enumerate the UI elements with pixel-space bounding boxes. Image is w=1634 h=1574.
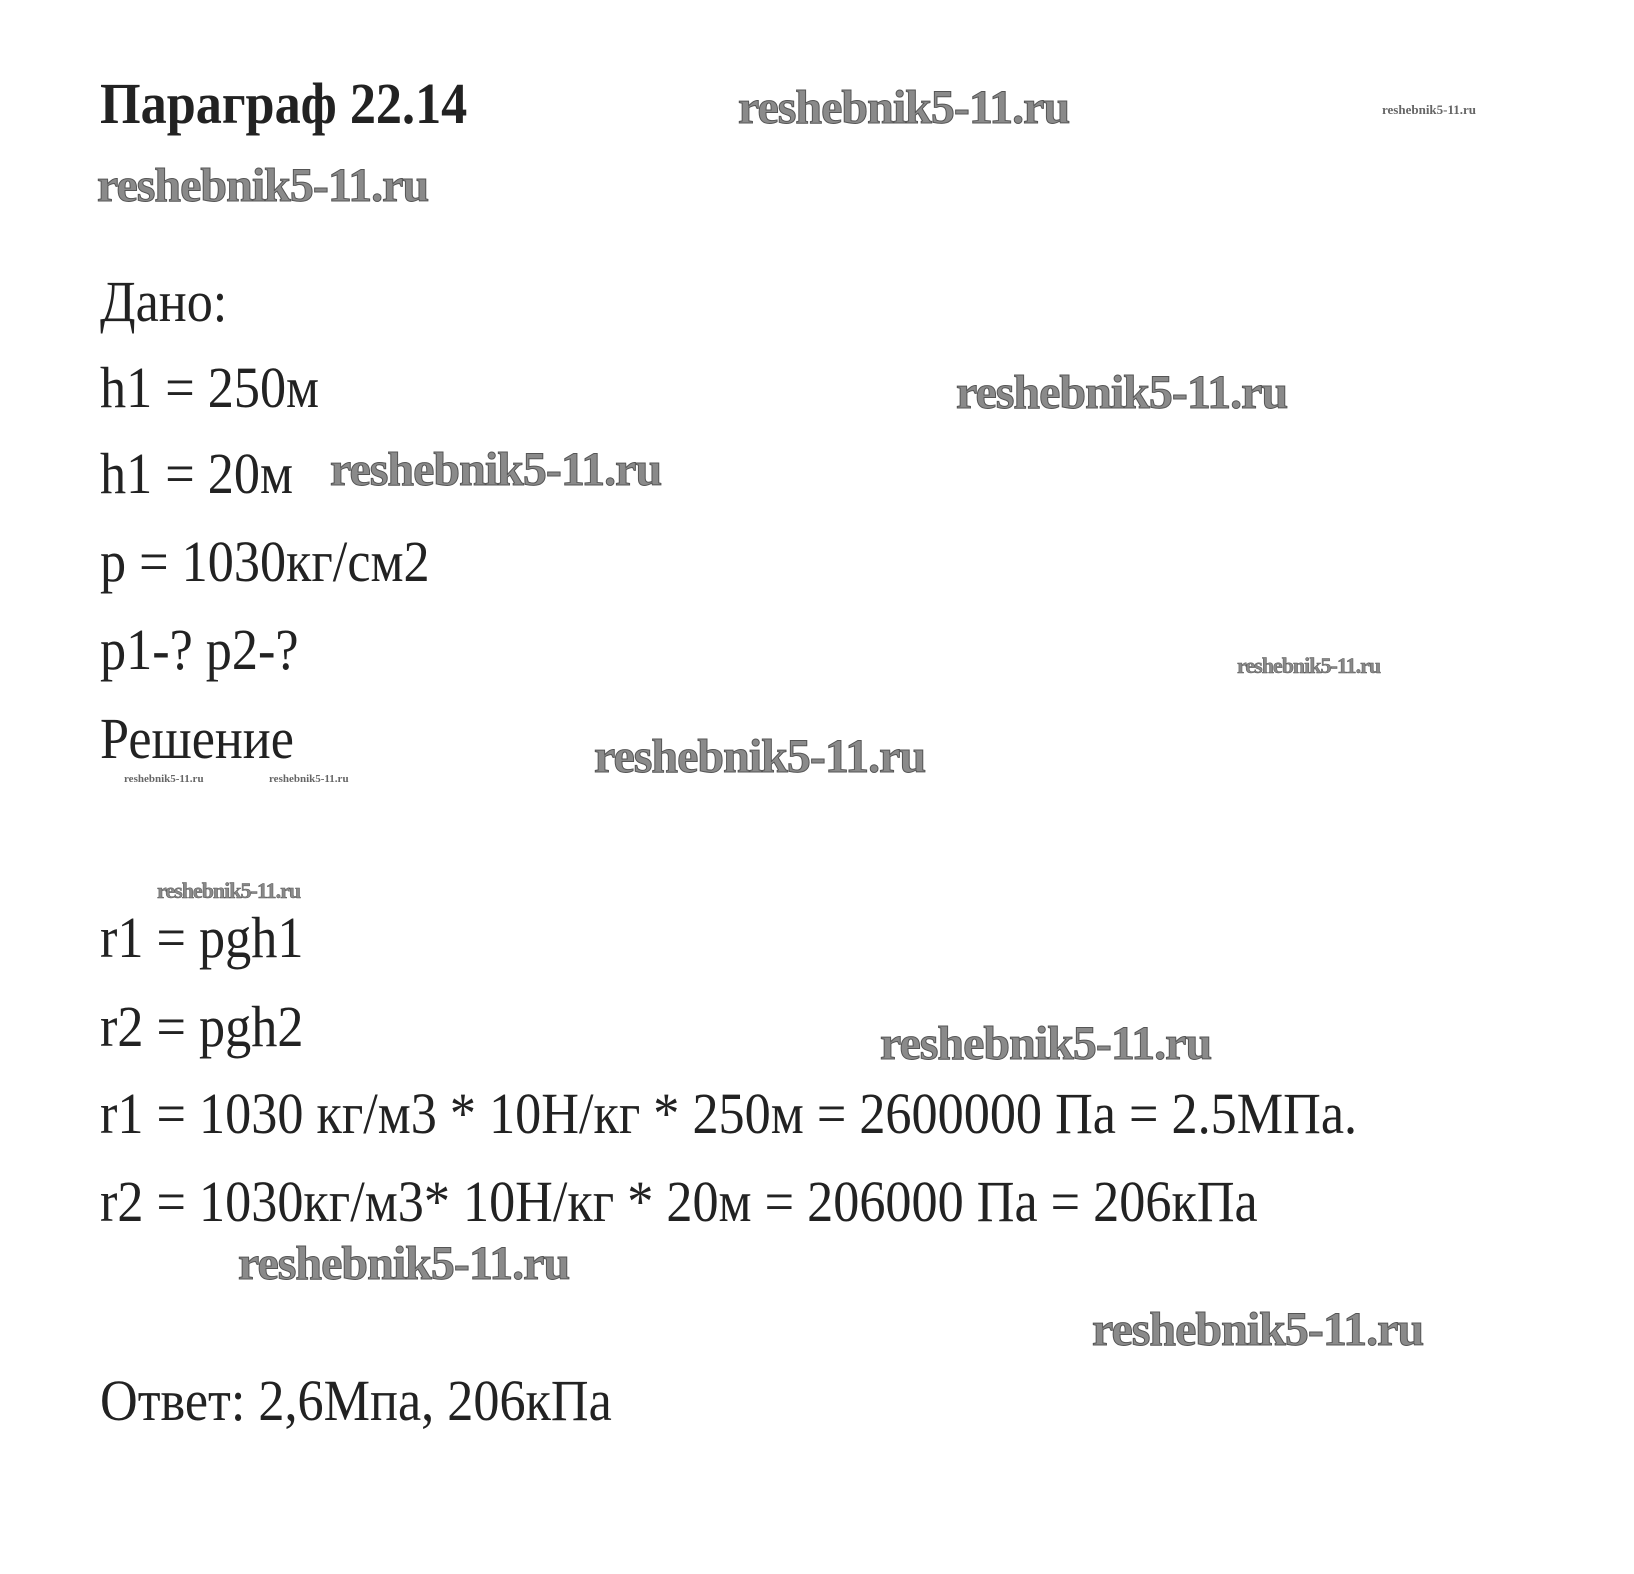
given-line: h1 = 20м: [100, 441, 293, 506]
watermark: reshebnik5-11.ru: [269, 773, 349, 785]
solution-line: r2 = 1030кг/м3* 10Н/кг * 20м = 206000 Па = 206кПа: [100, 1169, 1258, 1234]
solution-line: r2 = pgh2: [100, 994, 304, 1059]
watermark: reshebnik5-11.ru: [124, 773, 204, 785]
given-label: Дано:: [100, 269, 228, 334]
page-title: Параграф 22.14: [100, 71, 468, 136]
given-line: h1 = 250м: [100, 355, 320, 420]
watermark: reshebnik5-11.ru: [238, 1237, 570, 1290]
watermark: reshebnik5-11.ru: [594, 730, 926, 783]
watermark: reshebnik5-11.ru: [1092, 1303, 1424, 1356]
given-line: p = 1030кг/см2: [100, 529, 430, 594]
solution-label: Решение: [100, 706, 294, 771]
watermark: reshebnik5-11.ru: [738, 81, 1070, 134]
solution-line: r1 = 1030 кг/м3 * 10Н/кг * 250м = 2600000 Па = 2.5МПа.: [100, 1081, 1358, 1146]
solution-line: r1 = pgh1: [100, 905, 304, 970]
answer: Ответ: 2,6Мпа, 206кПа: [100, 1368, 612, 1433]
watermark: reshebnik5-11.ru: [1237, 653, 1381, 678]
watermark: reshebnik5-11.ru: [880, 1017, 1212, 1070]
watermark: reshebnik5-11.ru: [97, 159, 429, 212]
watermark: reshebnik5-11.ru: [956, 366, 1288, 419]
watermark: reshebnik5-11.ru: [330, 443, 662, 496]
given-line: p1-? p2-?: [100, 617, 299, 682]
watermark: reshebnik5-11.ru: [157, 878, 301, 903]
watermark: reshebnik5-11.ru: [1382, 102, 1477, 117]
